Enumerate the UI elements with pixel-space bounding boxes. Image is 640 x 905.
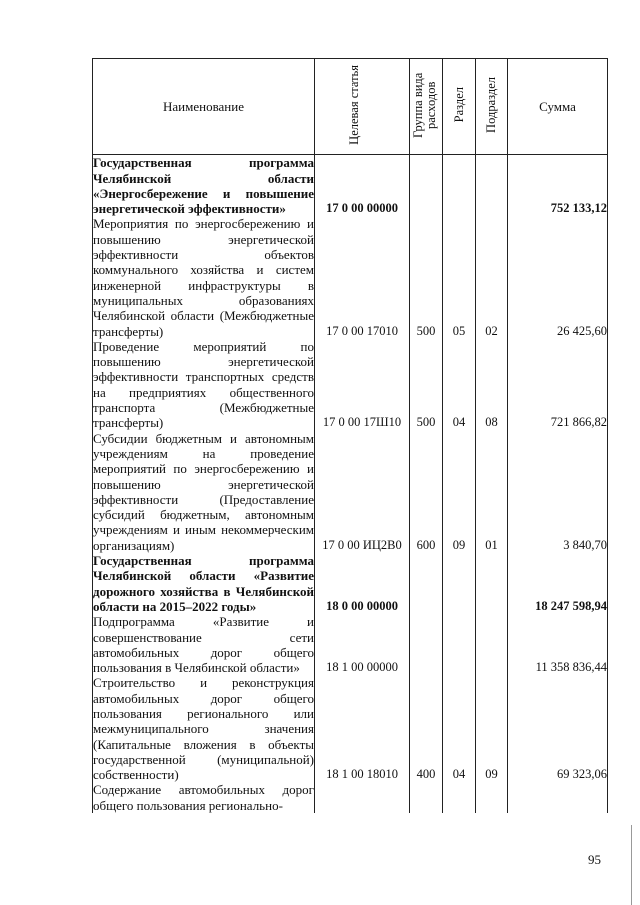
header-target-article: Целевая статья [315,59,410,155]
header-name: Наименование [93,59,315,155]
row-group [410,782,443,813]
row-group: 500 [410,339,443,431]
table-row [93,339,608,431]
table-body [93,155,608,813]
row-name: Строительство и реконструкция автомобильных дорог общего пользования регионального или межмуниципального значения (Капитальные вложения в объекты государственной (муниципальной) собственности) [93,675,314,783]
row-sum: 18 247 598,94 [508,553,608,614]
row-sum: 752 133,12 [508,155,608,217]
row-subsection: 09 [476,675,508,782]
row-subsection: 08 [476,339,508,431]
row-section [443,155,476,217]
row-section [443,782,476,813]
row-sum: 721 866,82 [508,339,608,431]
row-section: 05 [443,216,476,338]
row-section [443,614,476,675]
row-name: Субсидии бюджетным и автономным учреждениям на проведение мероприятий по энергосбережению и повышению энергетической эффективности (Предоставление субсидий бюджетным, автономным учреждениям и иным некоммерческим организациям) [93,430,314,553]
table-row [93,614,608,675]
row-sum: 3 840,70 [508,431,608,553]
row-section [443,553,476,614]
row-target: 18 1 00 00000 [315,614,410,675]
row-subsection: 02 [476,216,508,338]
row-subsection [476,614,508,675]
row-group: 500 [410,216,443,338]
table-row [93,675,608,782]
row-sum: 26 425,60 [508,216,608,338]
row-target: 17 0 00 17010 [315,216,410,338]
row-subsection: 01 [476,431,508,553]
row-subsection [476,155,508,217]
row-name: Подпрограмма «Развитие и совершенствование сети автомобильных дорог общего пользования в Челябинской области» [93,614,314,676]
page-number: 95 [588,852,601,867]
row-section: 04 [443,675,476,782]
table-header [93,59,608,155]
row-group: 600 [410,431,443,553]
row-target: 17 0 00 ИЦ2В0 [315,431,410,553]
row-name: Мероприятия по энергосбережению и повышению энергетической эффективности объектов коммунального хозяйства и систем инженерной инфраструктуры в муниципальных образованиях Челябинской области (Межбюджетные трансферты) [93,216,314,339]
row-group [410,553,443,614]
row-group: 400 [410,675,443,782]
header-subsection: Подраздел [476,59,508,155]
header-expense-group: Группа вида расходов [410,59,443,155]
row-sum: 69 323,06 [508,675,608,782]
budget-table [92,58,608,813]
table-row [93,782,608,813]
row-subsection [476,782,508,813]
row-name: Проведение мероприятий по повышению энергетической эффективности транспортных средств на предприятиях общественного транспорта (Межбюджетные трансферты) [93,338,314,431]
table-row [93,216,608,338]
header-section: Раздел [443,59,476,155]
row-name: Государственная программа Челябинской области «Развитие дорожного хозяйства в Челябинской области на 2015–2022 годы» [93,553,314,614]
row-name: Содержание автомобильных дорог общего пользования регионально- [93,782,314,813]
table-row [93,553,608,614]
header-sum: Сумма [508,59,608,155]
row-target: 18 1 00 18010 [315,675,410,782]
row-target [315,782,410,813]
table-row [93,431,608,553]
scan-edge-line [631,825,632,905]
row-subsection [476,553,508,614]
row-sum: 11 358 836,44 [508,614,608,675]
row-target: 18 0 00 00000 [315,553,410,614]
row-section: 09 [443,431,476,553]
row-group [410,614,443,675]
row-target: 17 0 00 17Ш10 [315,339,410,431]
row-section: 04 [443,339,476,431]
table-row [93,155,608,217]
row-sum [508,782,608,813]
row-name: Государственная программа Челябинской области «Энергосбережение и повышение энергетической эффективности» [93,155,314,217]
row-group [410,155,443,217]
row-target: 17 0 00 00000 [315,155,410,217]
